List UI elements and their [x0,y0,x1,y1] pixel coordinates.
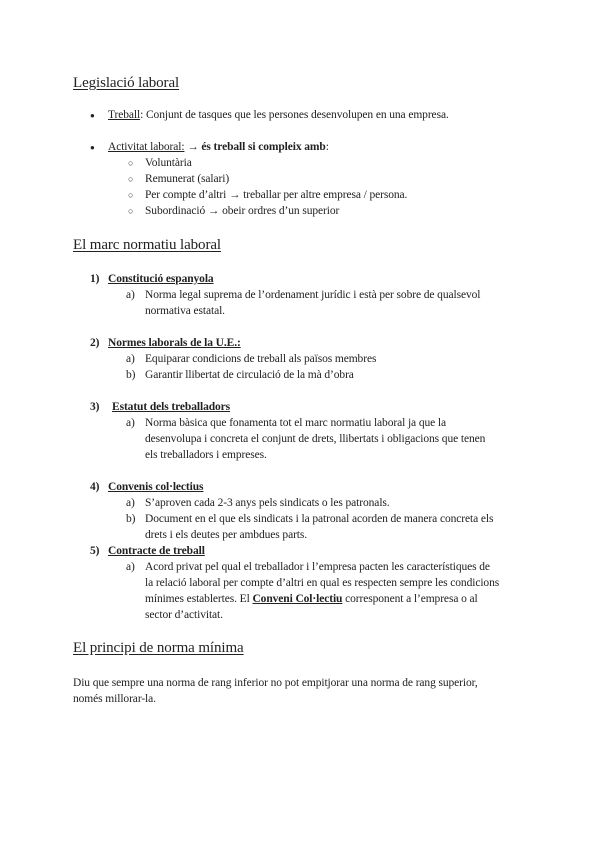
sub-item: Voluntària [145,157,192,169]
circle-bullet-icon: ○ [128,206,134,216]
item-title-convenis: Convenis col·lectius [108,481,204,493]
sub-text-line: Garantir llibertat de circulació de la mà d’obra [145,369,354,381]
sub-text-line: desenvolupa i concreta el conjunt de drets, llibertats i obligacions que tenen [145,433,486,445]
item-number: 3) [90,401,100,413]
item-number: 1) [90,273,100,285]
sub-text-line: sector d’activitat. [145,609,223,621]
bullet-icon: ● [90,111,95,120]
sub-text-line: Norma legal suprema de l’ordenament jurídic i està per sobre de qualsevol [145,289,481,301]
sub-letter: a) [126,561,135,573]
sub-letter: a) [126,353,135,365]
item-title-normes-ue: Normes laborals de la U.E.: [108,337,241,349]
sub-letter: a) [126,497,135,509]
item-title-estatut: Estatut dels treballadors [112,401,231,413]
text-fragment: mínimes establertes. El [145,593,253,605]
bullet-icon: ● [90,143,95,152]
heading-principi-norma-minima: El principi de norma mínima [73,640,244,656]
text-fragment: corresponent a l’empresa o al [342,593,478,605]
sub-text-line: Acord privat pel qual el treballador i l’empresa pacten les característiques de [145,561,490,573]
sub-letter: a) [126,417,135,429]
sub-item: Subordinació → obeir ordres d’un superior [145,205,340,217]
item-number: 5) [90,545,100,557]
paragraph-line: Diu que sempre una norma de rang inferior no pot empitjorar una norma de rang superior, [73,677,478,689]
paragraph-line: només millorar-la. [73,693,156,705]
sub-letter: b) [126,369,136,381]
heading-marc-normatiu: El marc normatiu laboral [73,237,221,253]
term-treball: Treball [108,109,141,121]
sub-text-line: la relació laboral per compte d’altri en qual es respecten sempre les condicions [145,577,500,589]
sub-text-line: els treballadors i empreses. [145,449,267,461]
sub-text-line: drets i els deutes per ambdues parts. [145,529,308,541]
sub-text-line: S’aproven cada 2-3 anys pels sindicats o les patronals. [145,497,390,509]
sub-text-line: normativa estatal. [145,305,225,317]
treball-definition: : Conjunt de tasques que les persones desenvolupen en una empresa. [140,109,449,121]
bullet-activitat [108,139,329,155]
sub-letter: b) [126,513,136,525]
activitat-condition: és treball si compleix amb [201,141,326,153]
sub-text-line: Document en el que els sindicats i la patronal acorden de manera concreta els [145,513,494,525]
circle-bullet-icon: ○ [128,190,134,200]
circle-bullet-icon: ○ [128,158,134,168]
item-title-constitucio: Constitució espanyola [108,273,214,285]
item-title-contracte: Contracte de treball [108,545,205,557]
sub-text-line [145,591,530,607]
item-number: 2) [90,337,100,349]
sub-text-line: Equiparar condicions de treball als països membres [145,353,377,365]
conveni-collectiu-term: Conveni Col·lectiu [252,593,343,605]
arrow-icon: → [184,141,202,153]
sub-text-line: Norma bàsica que fonamenta tot el marc normatiu laboral ja que la [145,417,447,429]
sub-letter: a) [126,289,135,301]
sub-item: Per compte d’altri → treballar per altre empresa / persona. [145,189,408,201]
bullet-treball [108,107,449,123]
heading-legislacio-laboral: Legislació laboral [73,75,180,91]
sub-item: Remunerat (salari) [145,173,230,185]
item-number: 4) [90,481,100,493]
term-activitat: Activitat laboral: [108,141,185,153]
colon: : [325,141,329,153]
circle-bullet-icon: ○ [128,174,134,184]
